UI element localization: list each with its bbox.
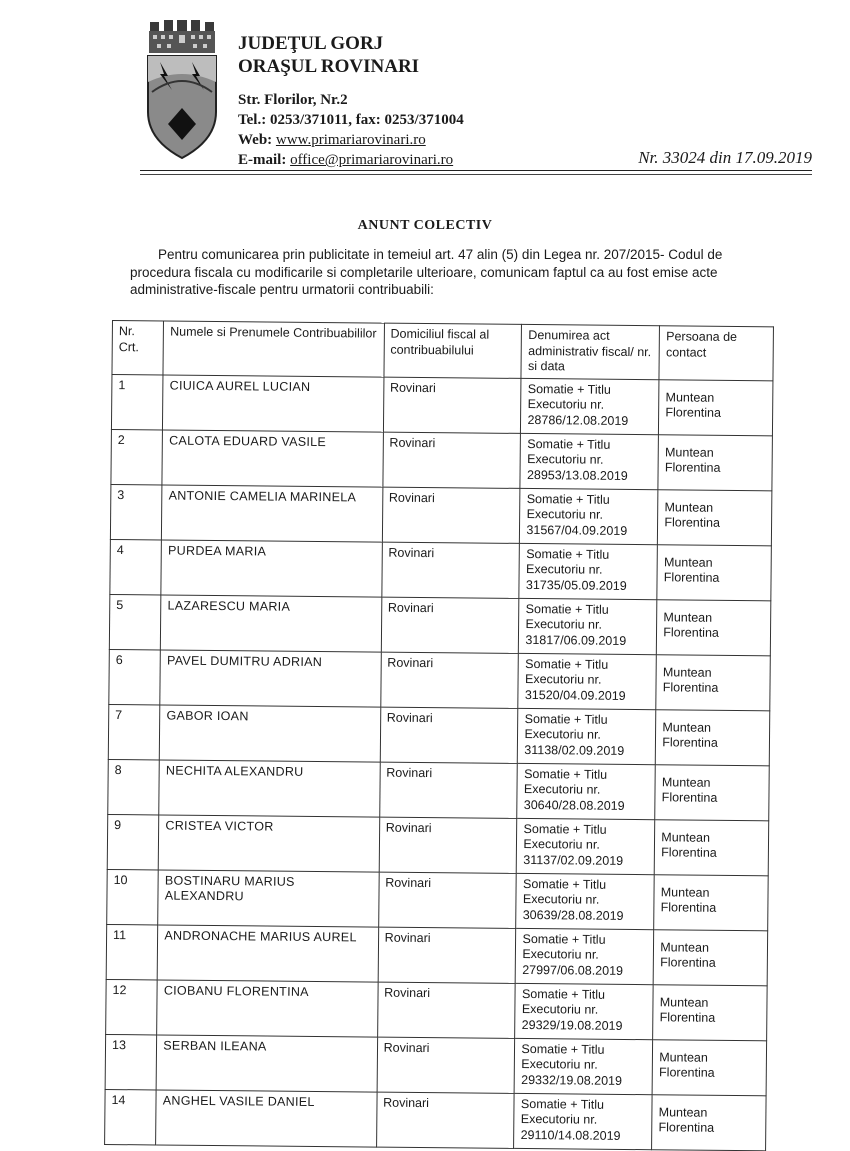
table-row (108, 759, 769, 820)
cell-name: ANDRONACHE MARIUS AUREL (157, 924, 378, 981)
cell-nr: 5 (109, 594, 161, 649)
table-row (105, 1089, 766, 1150)
table-header-row (112, 321, 773, 381)
table-row (107, 814, 768, 875)
cell-name: SERBAN ILEANA (156, 1034, 377, 1091)
table-row (109, 649, 770, 710)
cell-name: LAZARESCU MARIA (161, 594, 382, 651)
table-row (109, 594, 770, 655)
cell-contact: Muntean Florentina (658, 489, 772, 545)
header-act: Denumirea act administrativ fiscal/ nr. si data (521, 324, 659, 379)
table-row (110, 539, 771, 600)
cell-nr: 11 (106, 924, 158, 979)
cell-name: CIUICA AUREL LUCIAN (163, 374, 384, 431)
county-name: JUDEŢUL GORJ (238, 33, 384, 54)
cell-name: ANTONIE CAMELIA MARINELA (162, 484, 383, 541)
cell-nr: 6 (109, 649, 161, 704)
cell-contact: Muntean Florentina (654, 874, 768, 930)
cell-name: ANGHEL VASILE DANIEL (156, 1089, 377, 1146)
cell-name: CRISTEA VICTOR (159, 814, 380, 871)
cell-act: Somatie + Titlu Executoriu nr. 30639/28.08.2019 (516, 873, 654, 929)
header-nr: Nr. Crt. (112, 321, 164, 375)
cell-nr: 14 (105, 1089, 157, 1144)
table-row (110, 484, 771, 545)
header-divider-thin (140, 174, 812, 175)
cell-nr: 10 (107, 869, 159, 924)
cell-act: Somatie + Titlu Executoriu nr. 31138/02.09.2019 (518, 708, 656, 764)
cell-domicile: Rovinari (378, 927, 516, 983)
web-label: Web: (238, 132, 276, 148)
document-title: ANUNT COLECTIV (357, 218, 493, 233)
cell-domicile: Rovinari (376, 1092, 514, 1148)
cell-domicile: Rovinari (378, 872, 516, 928)
cell-contact: Muntean Florentina (654, 819, 768, 875)
cell-contact: Muntean Florentina (657, 599, 771, 655)
web-line (238, 130, 464, 150)
email-line (238, 150, 464, 170)
cell-contact: Muntean Florentina (652, 1039, 766, 1095)
email-label: E-mail: (238, 152, 291, 168)
cell-name: CIOBANU FLORENTINA (157, 979, 378, 1036)
cell-name: CALOTA EDUARD VASILE (162, 429, 383, 486)
cell-nr: 7 (108, 704, 160, 759)
table-row (106, 979, 767, 1040)
cell-domicile: Rovinari (377, 982, 515, 1038)
cell-domicile: Rovinari (382, 487, 520, 543)
cell-nr: 13 (105, 1034, 157, 1089)
table-body (105, 374, 773, 1150)
cell-act: Somatie + Titlu Executoriu nr. 31735/05.09.2019 (519, 543, 657, 599)
document-number: Nr. 33024 din 17.09.2019 (638, 148, 812, 167)
cell-domicile: Rovinari (383, 432, 521, 488)
table-row (105, 1034, 766, 1095)
cell-nr: 1 (111, 374, 163, 429)
table-row (111, 374, 772, 435)
cell-contact: Muntean Florentina (656, 709, 770, 765)
header-name: Numele si Prenumele Contribuabililor (163, 321, 384, 377)
cell-contact: Muntean Florentina (653, 929, 767, 985)
cell-nr: 12 (106, 979, 158, 1034)
intro-paragraph: Pentru comunicarea prin publicitate in temeiul art. 47 alin (5) din Legea nr. 207/2015- Codul de procedura fiscala cu modificarile si completarile ulterioare, comunicam faptul ca au fost emise acte administrative-fiscale pentru urmatorii contribuabili: (130, 247, 723, 297)
cell-nr: 2 (111, 429, 163, 484)
cell-contact: Muntean Florentina (653, 984, 767, 1040)
cell-act: Somatie + Titlu Executoriu nr. 29332/19.08.2019 (515, 1038, 653, 1094)
cell-name: GABOR IOAN (160, 704, 381, 761)
cell-domicile: Rovinari (379, 817, 517, 873)
cell-domicile: Rovinari (381, 542, 519, 598)
cell-domicile: Rovinari (383, 377, 521, 433)
cell-nr: 8 (108, 759, 160, 814)
table-row (108, 704, 769, 765)
cell-domicile: Rovinari (380, 707, 518, 763)
cell-act: Somatie + Titlu Executoriu nr. 29329/19.08.2019 (515, 983, 653, 1039)
cell-act: Somatie + Titlu Executoriu nr. 27997/06.08.2019 (516, 928, 654, 984)
cell-nr: 3 (110, 484, 162, 539)
cell-contact: Muntean Florentina (655, 764, 769, 820)
cell-contact: Muntean Florentina (658, 434, 772, 490)
cell-act: Somatie + Titlu Executoriu nr. 29110/14.08.2019 (514, 1093, 652, 1149)
cell-act: Somatie + Titlu Executoriu nr. 31520/04.09.2019 (518, 653, 656, 709)
header-domicile: Domiciliul fiscal al contribuabilului (384, 323, 522, 378)
cell-act: Somatie + Titlu Executoriu nr. 28953/13.08.2019 (520, 433, 658, 489)
cell-domicile: Rovinari (377, 1037, 515, 1093)
cell-nr: 4 (110, 539, 162, 594)
table-row (107, 869, 768, 930)
cell-act: Somatie + Titlu Executoriu nr. 30640/28.08.2019 (517, 763, 655, 819)
table-row (106, 924, 767, 985)
cell-act: Somatie + Titlu Executoriu nr. 28786/12.08.2019 (521, 378, 659, 434)
cell-nr: 9 (107, 814, 159, 869)
cell-domicile: Rovinari (380, 652, 518, 708)
institution-header (238, 32, 464, 170)
web-link[interactable]: www.primariarovinari.ro (275, 132, 426, 148)
cell-act: Somatie + Titlu Executoriu nr. 31817/06.09.2019 (519, 598, 657, 654)
cell-domicile: Rovinari (379, 762, 517, 818)
email-link[interactable]: office@primariarovinari.ro (290, 152, 454, 168)
cell-contact: Muntean Florentina (656, 654, 770, 710)
cell-name: PURDEA MARIA (161, 539, 382, 596)
cell-contact: Muntean Florentina (652, 1094, 766, 1150)
header-divider (140, 170, 812, 171)
cell-domicile: Rovinari (381, 597, 519, 653)
cell-name: NECHITA ALEXANDRU (159, 759, 380, 816)
table-row (111, 429, 772, 490)
cell-contact: Muntean Florentina (657, 544, 771, 600)
header-contact: Persoana de contact (659, 326, 773, 381)
coat-of-arms-logo (146, 20, 218, 160)
street-address: Str. Florilor, Nr.2 (238, 92, 348, 108)
taxpayers-table (104, 320, 774, 1151)
cell-name: PAVEL DUMITRU ADRIAN (160, 649, 381, 706)
cell-name: BOSTINARU MARIUS ALEXANDRU (158, 869, 379, 926)
cell-act: Somatie + Titlu Executoriu nr. 31567/04.09.2019 (520, 488, 658, 544)
cell-act: Somatie + Titlu Executoriu nr. 31137/02.09.2019 (517, 818, 655, 874)
phone-fax: Tel.: 0253/371011, fax: 0253/371004 (238, 112, 464, 128)
town-name: ORAŞUL ROVINARI (238, 56, 420, 77)
cell-contact: Muntean Florentina (659, 379, 773, 435)
